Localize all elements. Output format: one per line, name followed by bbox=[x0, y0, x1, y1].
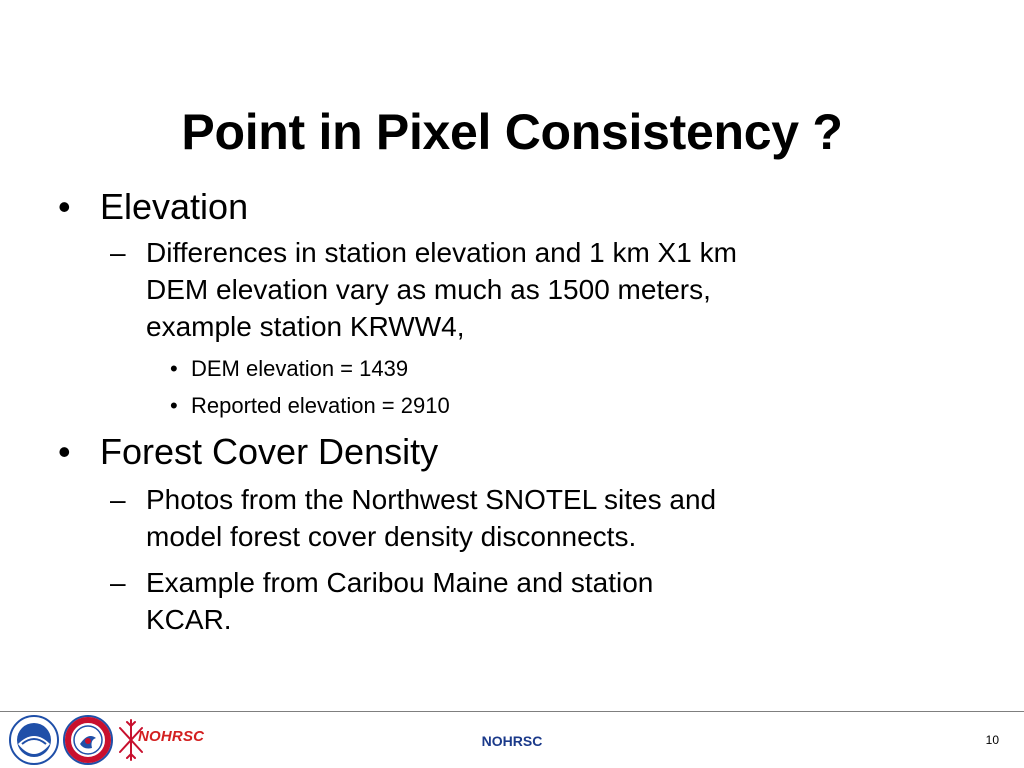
sub-bullet-continuation bbox=[146, 309, 465, 345]
sub-bullet-example bbox=[110, 565, 654, 601]
bullet-marker: • bbox=[58, 186, 71, 227]
sub-sub-bullet-dem-elevation bbox=[170, 356, 409, 382]
sub-bullet-line: example station KRWW4, bbox=[146, 311, 465, 342]
footer-organization: NOHRSC bbox=[481, 733, 543, 749]
sub-bullet-line: KCAR. bbox=[146, 604, 232, 635]
footer-divider bbox=[0, 711, 1024, 712]
sub-bullet-continuation bbox=[146, 272, 711, 308]
sub-bullet-line: Example from Caribou Maine and station bbox=[146, 567, 654, 598]
bullet-marker: • bbox=[170, 356, 178, 381]
sub-bullet-line: model forest cover density disconnects. bbox=[146, 521, 637, 552]
dash-marker: – bbox=[110, 484, 126, 515]
dash-marker: – bbox=[110, 567, 126, 598]
sub-bullet-photos bbox=[110, 482, 717, 518]
bullet-forest-cover-text: Forest Cover Density bbox=[100, 431, 439, 472]
bullet-forest-cover bbox=[58, 431, 439, 473]
slide-title: Point in Pixel Consistency ? bbox=[181, 104, 843, 160]
page-number: 10 bbox=[985, 733, 999, 747]
sub-bullet-line: Differences in station elevation and 1 km X1 km bbox=[146, 237, 737, 268]
sub-bullet-line: DEM elevation vary as much as 1500 meters, bbox=[146, 274, 711, 305]
sub-bullet-continuation bbox=[146, 519, 636, 555]
sub-bullet-continuation bbox=[146, 602, 232, 638]
bullet-elevation-text: Elevation bbox=[100, 186, 249, 227]
sub-bullet-elevation-differences bbox=[110, 235, 737, 271]
sub-sub-bullet-reported-elevation bbox=[170, 393, 450, 419]
bullet-elevation bbox=[58, 186, 249, 228]
bullet-marker: • bbox=[170, 393, 178, 418]
dash-marker: – bbox=[110, 237, 126, 268]
nohrsc-logo-wordmark: NOHRSC bbox=[138, 728, 205, 745]
sub-sub-bullet-text: DEM elevation = 1439 bbox=[191, 356, 409, 381]
sub-sub-bullet-text: Reported elevation = 2910 bbox=[191, 393, 450, 418]
sub-bullet-line: Photos from the Northwest SNOTEL sites and bbox=[146, 484, 717, 515]
bullet-marker: • bbox=[58, 431, 71, 472]
